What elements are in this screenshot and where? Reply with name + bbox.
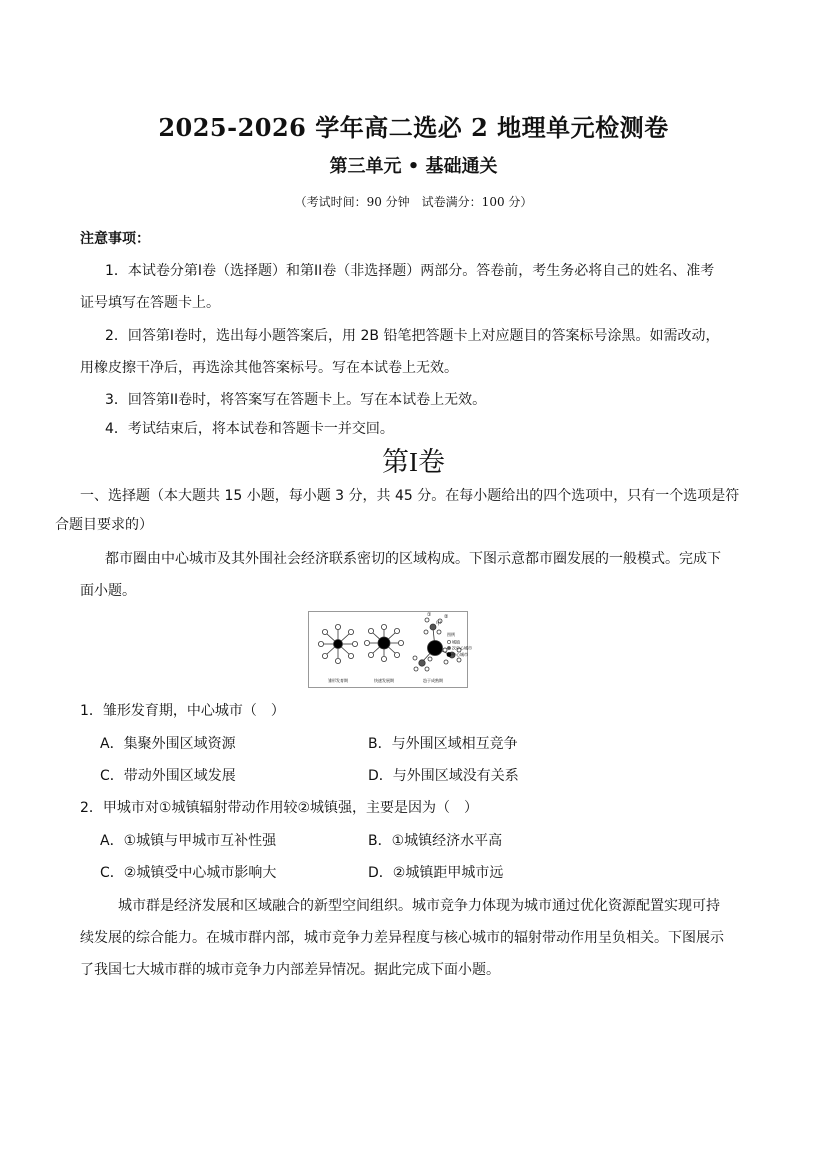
- question-2-option-b[interactable]: B．①城镇经济水平高: [368, 833, 503, 849]
- note-2-line-1: 2．回答第I卷时，选出每小题答案后，用 2B 铅笔把答题卡上对应题目的答案标号涂黑。如需改动，: [105, 328, 720, 344]
- part1-instructions-line-1: 一、选择题（本大题共 15 小题，每小题 3 分，共 45 分。在每小题给出的四个选项中，只有一个选项是符: [80, 488, 740, 504]
- passage1-line-2: 面小题。: [80, 583, 136, 599]
- note-4: 4．考试结束后，将本试卷和答题卡一并交回。: [105, 421, 394, 437]
- question-2-option-d[interactable]: D．②城镇距甲城市远: [368, 865, 504, 881]
- question-1-option-b[interactable]: B．与外围区域相互竞争: [368, 736, 518, 752]
- note-2-line-2: 用橡皮擦干净后，再选涂其他答案标号。写在本试卷上无效。: [80, 360, 458, 376]
- figure-svg: [309, 612, 472, 687]
- figure-label-jia: 甲: [436, 621, 442, 627]
- legend-town: 城镇: [452, 639, 460, 645]
- note-1-line-1: 1．本试卷分第I卷（选择题）和第II卷（非选择题）两部分。答卷前，考生务必将自己的姓名、准考: [105, 263, 715, 279]
- notes-heading: 注意事项：: [80, 231, 150, 247]
- legend-title: 图例: [447, 632, 455, 637]
- stage1-caption: 雏形发育期: [328, 678, 348, 683]
- question-1-stem: 1．雏形发育期，中心城市（ ）: [80, 703, 285, 719]
- passage1-line-1: 都市圈由中心城市及其外围社会经济联系密切的区域构成。下图示意都市圈发展的一般模式。完成下: [105, 551, 721, 567]
- figure-label-2: ②: [444, 614, 449, 620]
- exam-title: 2025-2026 学年高二选必 2 地理单元检测卷: [158, 113, 669, 142]
- question-1-option-a[interactable]: A．集聚外围区域资源: [100, 736, 236, 752]
- part1-instructions-line-2: 合题目要求的）: [55, 517, 153, 533]
- legend-center: 中心城市: [452, 652, 468, 657]
- passage2-line-3: 了我国七大城市群的城市竞争力内部差异情况。据此完成下面小题。: [80, 962, 500, 978]
- legend-sub-center: 次中心城市: [452, 645, 472, 651]
- note-1-line-2: 证号填写在答题卡上。: [80, 295, 220, 311]
- figure-label-1: ①: [427, 612, 432, 618]
- section-title: 第I卷: [382, 447, 445, 477]
- question-1-option-d[interactable]: D．与外围区域没有关系: [368, 768, 519, 784]
- question-1-option-c[interactable]: C．带动外围区域发展: [100, 768, 236, 784]
- stage1-diagram: [318, 624, 357, 663]
- question-2-option-c[interactable]: C．②城镇受中心城市影响大: [100, 865, 277, 881]
- stage2-caption: 快速发展期: [374, 678, 394, 683]
- question-2-stem: 2．甲城市对①城镇辐射带动作用较②城镇强，主要是因为（ ）: [80, 800, 479, 816]
- note-3: 3．回答第II卷时，将答案写在答题卡上。写在本试卷上无效。: [105, 392, 487, 408]
- figure-legend: [447, 631, 472, 657]
- metropolitan-area-figure: [308, 611, 472, 688]
- stage2-diagram: [364, 624, 403, 661]
- passage2-line-1: 城市群是经济发展和区域融合的新型空间组织。城市竞争力体现为城市通过优化资源配置实现可持: [118, 898, 720, 914]
- exam-time-info: （考试时间：90 分钟 试卷满分：100 分）: [294, 195, 533, 209]
- unit-subtitle: 第三单元 • 基础通关: [329, 156, 498, 177]
- question-2-option-a[interactable]: A．①城镇与甲城市互补性强: [100, 833, 277, 849]
- passage2-line-2: 续发展的综合能力。在城市群内部，城市竞争力差异程度与核心城市的辐射带动作用呈负相关。下图展示: [80, 930, 724, 946]
- stage3-caption: 趋于成熟期: [423, 678, 443, 683]
